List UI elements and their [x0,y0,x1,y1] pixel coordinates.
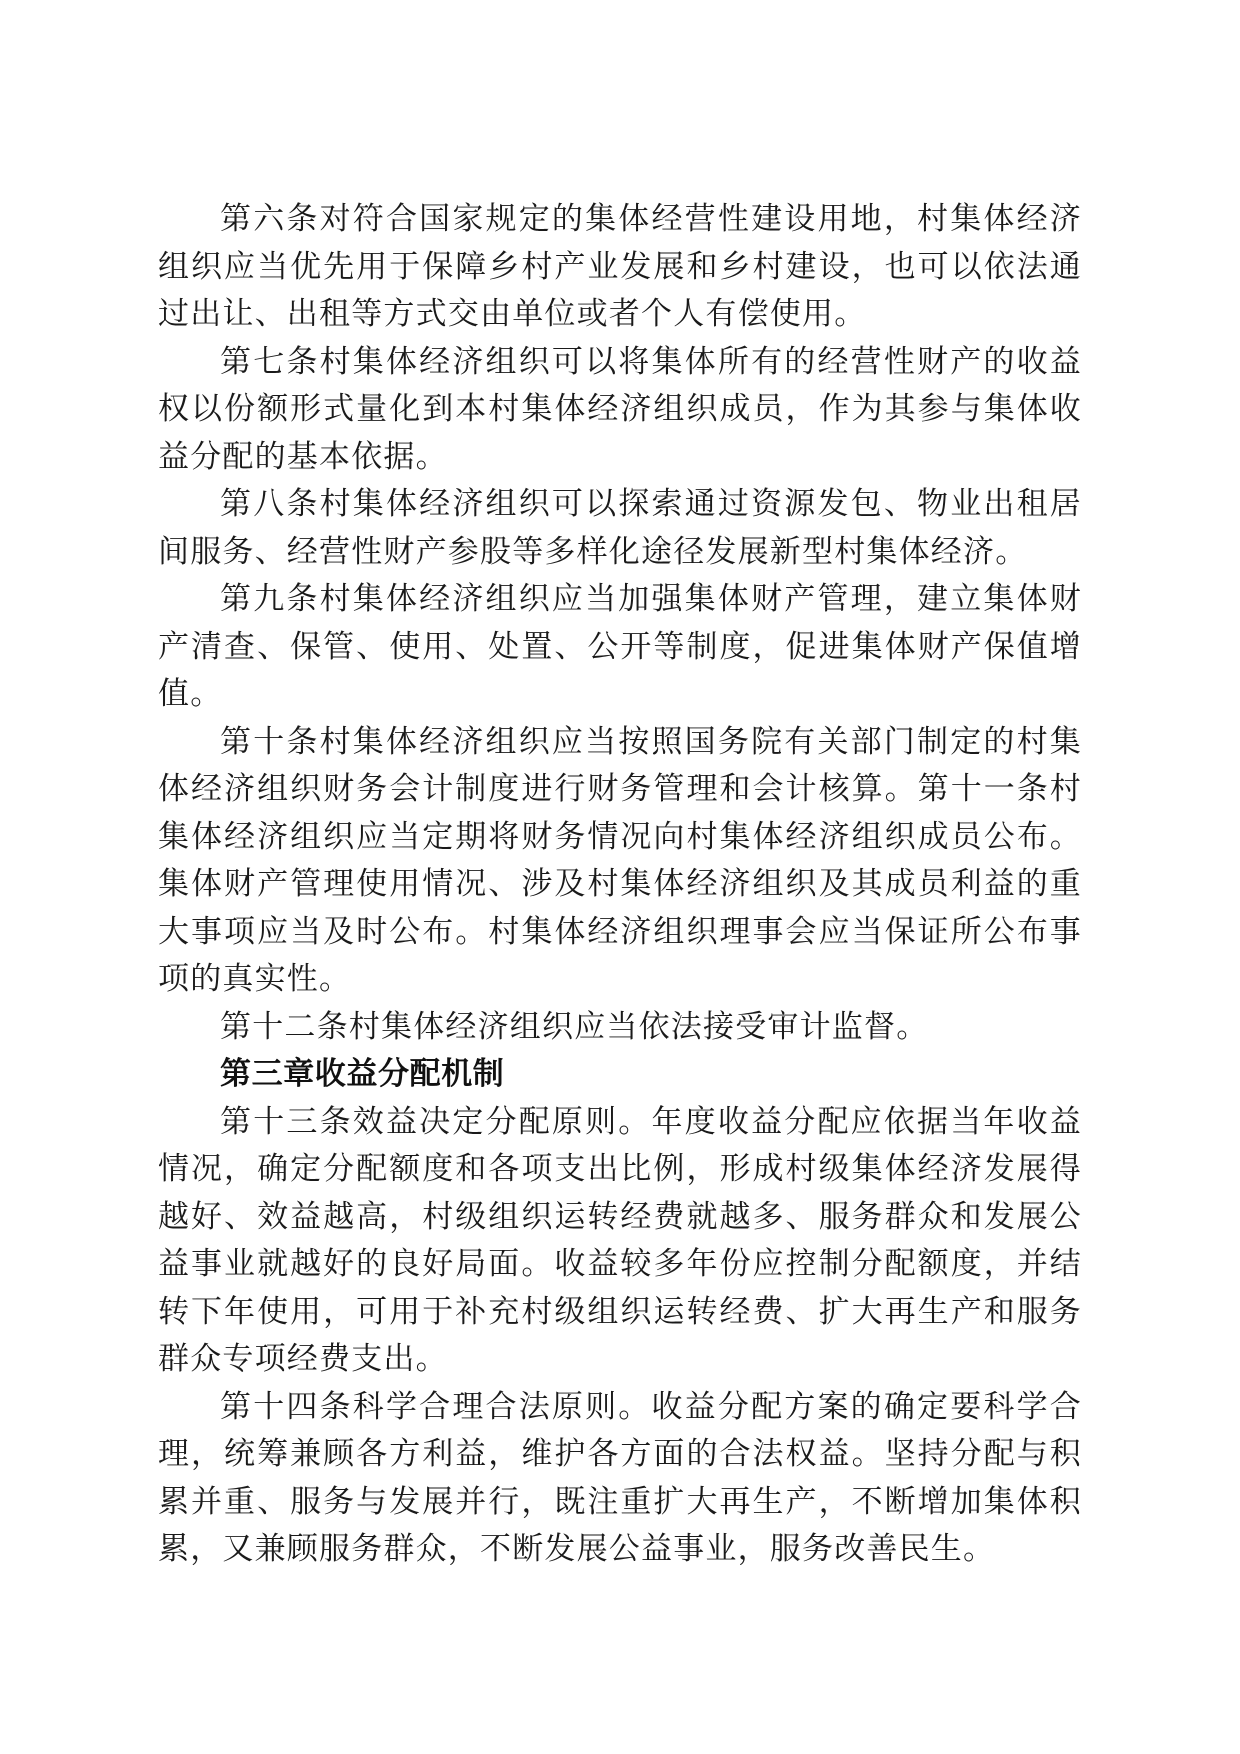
article-9-paragraph: 第九条村集体经济组织应当加强集体财产管理，建立集体财产清查、保管、使用、处置、公开等制度，促进集体财产保值增值。 [158,581,1082,712]
article-13-paragraph: 第十三条效益决定分配原则。年度收益分配应依据当年收益情况，确定分配额度和各项支出比例，形成村级集体经济发展得越好、效益越高，村级组织运转经费就越多、服务群众和发展公益事业就越好的良好局面。收益较多年份应控制分配额度，并结转下年使用，可用于补充村级组织运转经费、扩大再生产和服务群众专项经费支出。 [158,1103,1082,1377]
article-8-paragraph: 第八条村集体经济组织可以探索通过资源发包、物业出租居间服务、经营性财产参股等多样化途径发展新型村集体经济。 [158,486,1082,570]
article-14-paragraph: 第十四条科学合理合法原则。收益分配方案的确定要科学合理，统筹兼顾各方利益，维护各方面的合法权益。坚持分配与积累并重、服务与发展并行，既注重扩大再生产，不断增加集体积累，又兼顾服务群众，不断发展公益事业，服务改善民生。 [158,1388,1082,1567]
article-10-11-paragraph: 第十条村集体经济组织应当按照国务院有关部门制定的村集体经济组织财务会计制度进行财务管理和会计核算。第十一条村集体经济组织应当定期将财务情况向村集体经济组织成员公布。集体财产管理使用情况、涉及村集体经济组织及其成员利益的重大事项应当及时公布。村集体经济组织理事会应当保证所公布事项的真实性。 [158,723,1082,997]
chapter-heading: 第三章收益分配机制 [220,1056,505,1092]
article-12-paragraph: 第十二条村集体经济组织应当依法接受审计监督。 [220,1008,929,1045]
article-7-paragraph: 第七条村集体经济组织可以将集体所有的经营性财产的收益权以份额形式量化到本村集体经济组织成员，作为其参与集体收益分配的基本依据。 [158,343,1082,475]
article-6-paragraph: 第六条对符合国家规定的集体经营性建设用地，村集体经济组织应当优先用于保障乡村产业发展和乡村建设，也可以依法通过出让、出租等方式交由单位或者个人有偿使用。 [158,201,1082,332]
